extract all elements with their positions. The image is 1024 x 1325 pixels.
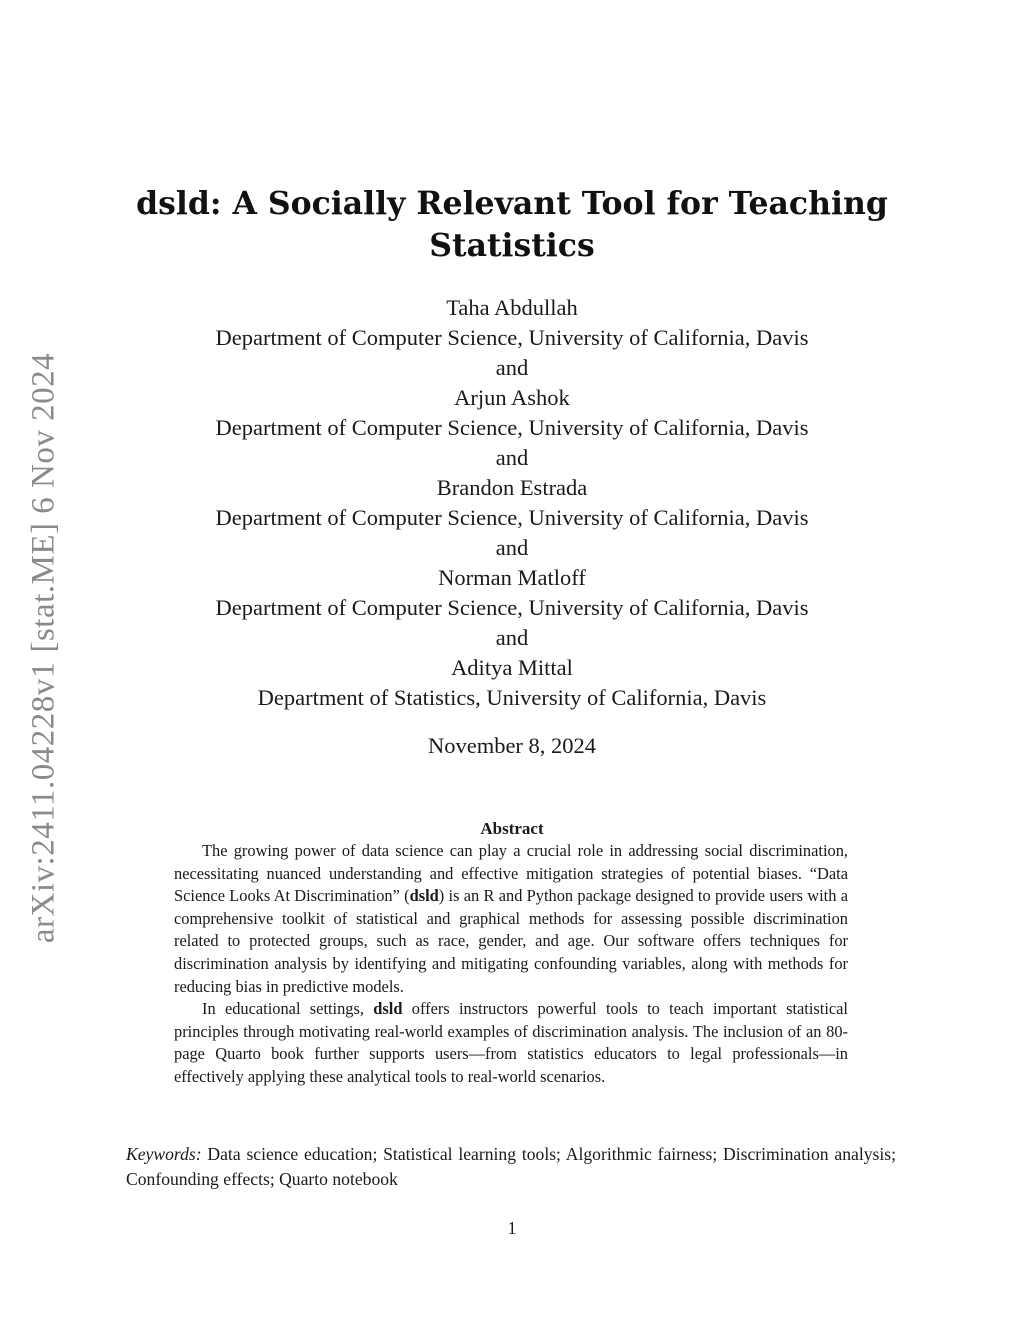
author-separator: and: [495, 355, 529, 380]
keywords-text: Data science education; Statistical learning tools; Algorithmic fairness; Discrimination analysis; Confounding effects; Quarto notebook: [126, 1144, 896, 1189]
abstract-text: The growing power of data science can play a crucial role in addressing social discrimination, necessitating nuanced understanding and effective mitigation strategies of potential biases. “Data Science Looks At Discrimination” (: [174, 841, 848, 906]
author-affiliation: Department of Computer Science, University of California, Davis: [215, 325, 809, 350]
package-name: dsld: [409, 886, 439, 906]
author-name: Brandon Estrada: [436, 475, 588, 500]
abstract-text: In educational settings,: [202, 999, 374, 1019]
abstract-text: ) is an R and Python package designed to provide users with a comprehensive toolkit of statistical and graphical methods for assessing possible discrimination related to protected groups, such as race, gender, and age. Our software offers techniques for discrimination analysis by identifying and mitigating confounding variables, along with methods for reducing bias in predictive models.: [174, 886, 848, 996]
author-separator: and: [495, 535, 529, 560]
arxiv-identifier-stamp: arXiv:2411.04228v1 [stat.ME] 6 Nov 2024: [25, 352, 62, 944]
paper-title: dsld: A Socially Relevant Tool for Teaching Statistics: [136, 185, 888, 264]
page-number: 1: [507, 1218, 517, 1238]
keywords: [126, 1142, 896, 1192]
author-affiliation: Department of Computer Science, University of California, Davis: [215, 505, 809, 530]
author-affiliation: Department of Computer Science, University of California, Davis: [215, 595, 809, 620]
author-affiliation: Department of Computer Science, University of California, Davis: [215, 415, 809, 440]
author-name: Aditya Mittal: [451, 655, 573, 680]
author-block: [120, 293, 904, 713]
abstract-paragraph: [174, 840, 848, 998]
author-name: Taha Abdullah: [446, 295, 578, 320]
author-name: Norman Matloff: [438, 565, 586, 590]
abstract-heading: Abstract: [480, 819, 544, 838]
author-affiliation: Department of Statistics, University of California, Davis: [257, 685, 767, 710]
author-separator: and: [495, 625, 529, 650]
abstract-text: offers instructors powerful tools to teach important statistical principles through motivating real-world examples of discrimination analysis. The inclusion of an 80-page Quarto book further supports users—from statistics educators to legal professionals—in effectively applying these analytical tools to real-world scenarios.: [174, 999, 848, 1086]
author-name: Arjun Ashok: [454, 385, 570, 410]
abstract-paragraph: [174, 998, 848, 1088]
publication-date: November 8, 2024: [427, 733, 597, 758]
abstract-body: [174, 840, 848, 1089]
package-name: dsld: [373, 999, 403, 1019]
keywords-label: Keywords:: [126, 1144, 202, 1164]
author-separator: and: [495, 445, 529, 470]
